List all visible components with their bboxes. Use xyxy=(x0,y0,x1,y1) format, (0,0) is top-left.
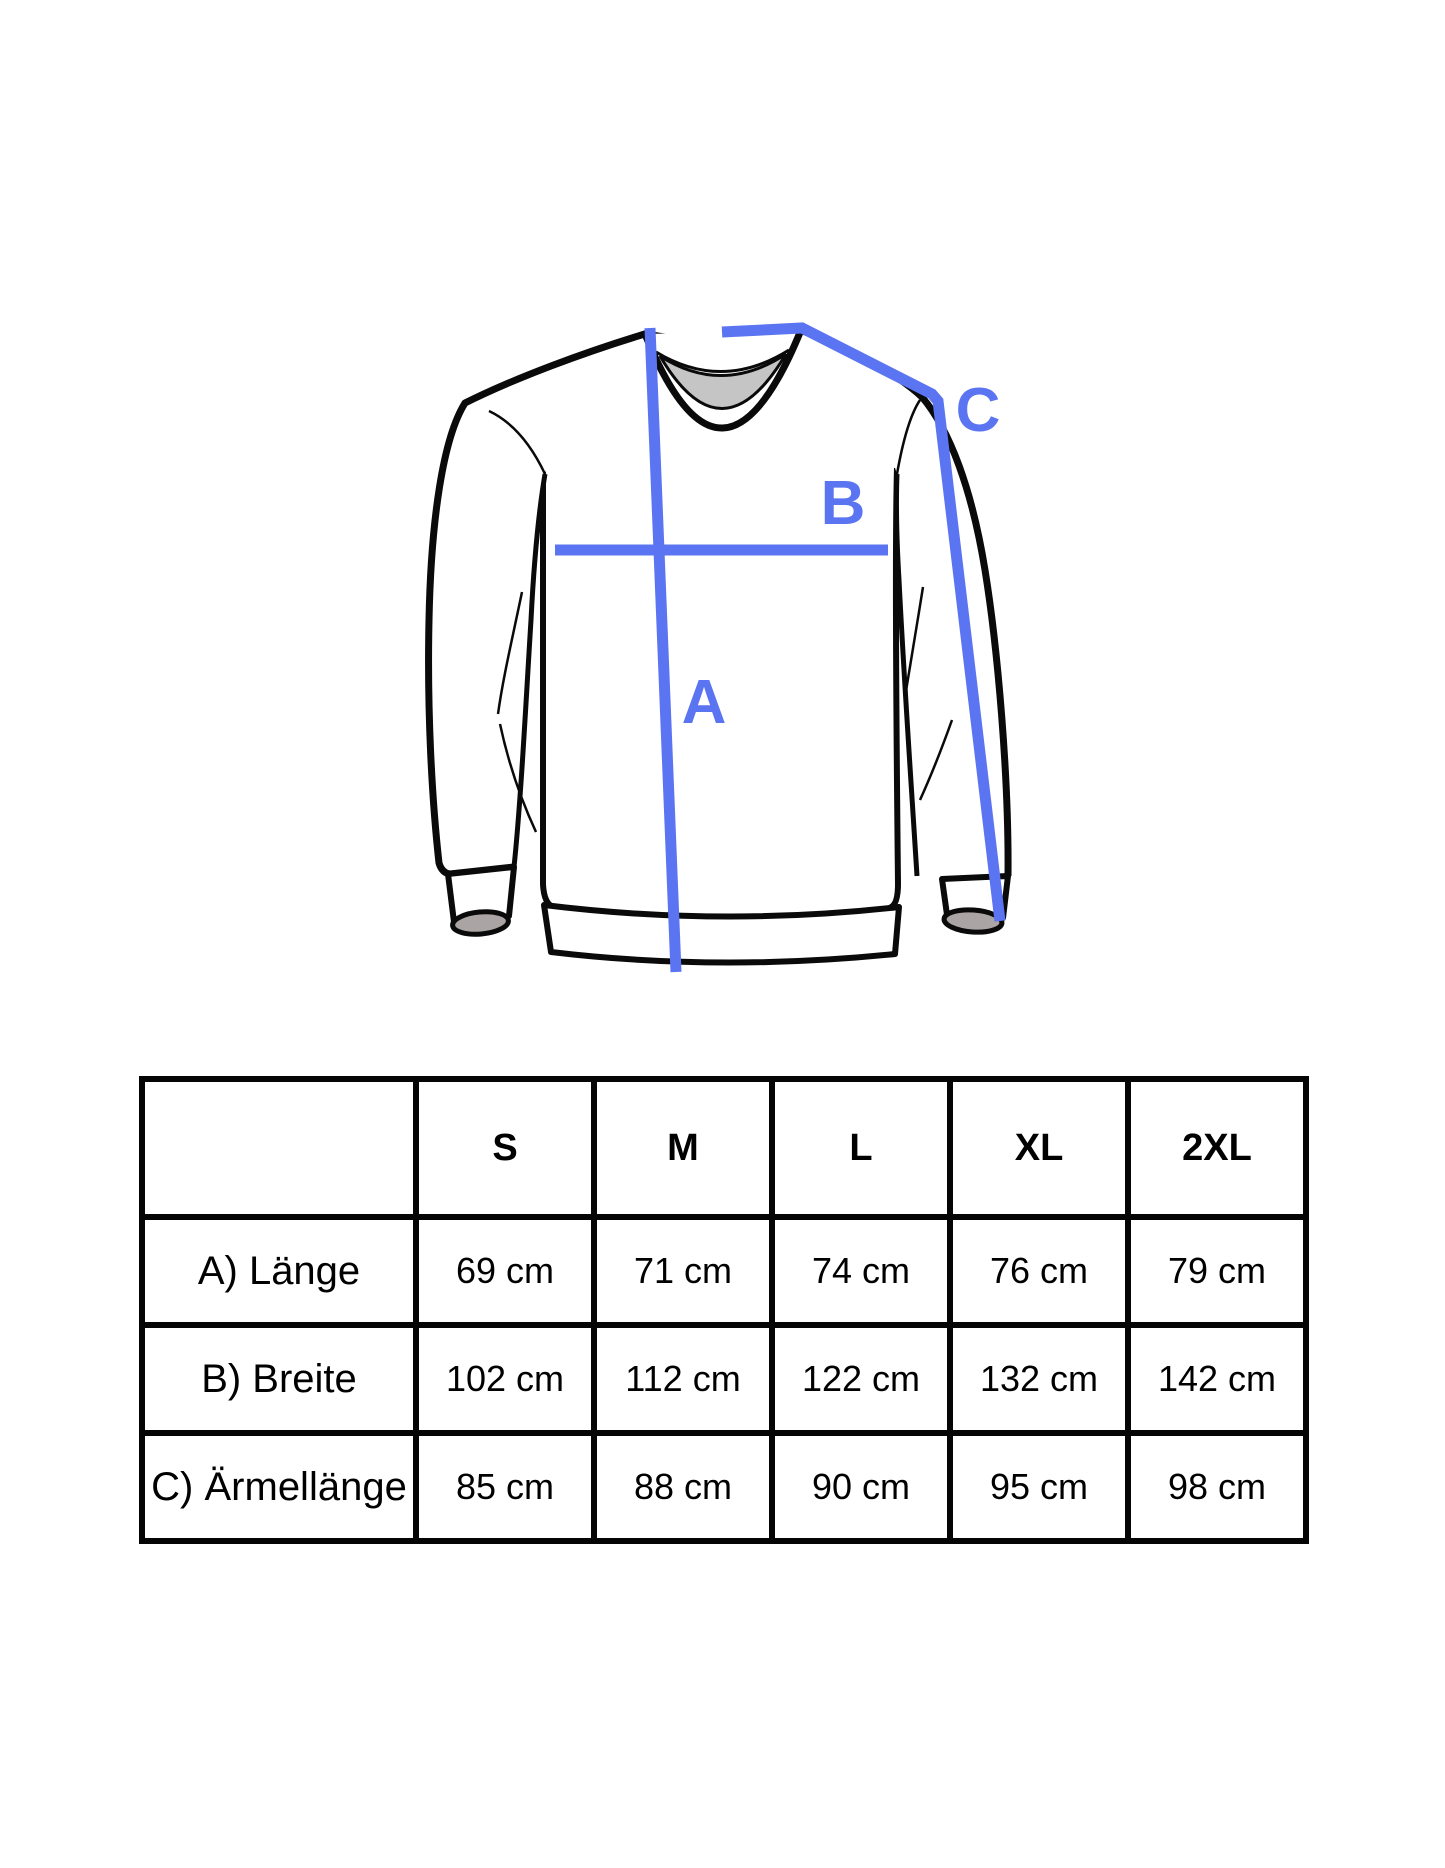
header-size-s: S xyxy=(416,1079,594,1217)
header-empty-cell xyxy=(142,1079,416,1217)
row-sleeve-label: C) Ärmellänge xyxy=(142,1433,416,1541)
header-size-xl: XL xyxy=(950,1079,1128,1217)
row-width xyxy=(142,1325,1306,1433)
sleeve-l: 90 cm xyxy=(772,1433,950,1541)
width-2xl: 142 cm xyxy=(1128,1325,1306,1433)
size-table-header-row xyxy=(142,1079,1306,1217)
length-s: 69 cm xyxy=(416,1217,594,1325)
row-width-label: B) Breite xyxy=(142,1325,416,1433)
row-length-label: A) Länge xyxy=(142,1217,416,1325)
width-xl: 132 cm xyxy=(950,1325,1128,1433)
label-c: C xyxy=(955,376,1001,445)
row-sleeve xyxy=(142,1433,1306,1541)
width-l: 122 cm xyxy=(772,1325,950,1433)
header-size-l: L xyxy=(772,1079,950,1217)
width-m: 112 cm xyxy=(594,1325,772,1433)
label-a: A xyxy=(681,668,727,737)
label-b: B xyxy=(820,469,866,538)
length-xl: 76 cm xyxy=(950,1217,1128,1325)
sleeve-m: 88 cm xyxy=(594,1433,772,1541)
header-size-2xl: 2XL xyxy=(1128,1079,1306,1217)
width-s: 102 cm xyxy=(416,1325,594,1433)
row-length xyxy=(142,1217,1306,1325)
length-2xl: 79 cm xyxy=(1128,1217,1306,1325)
size-table xyxy=(139,1076,1309,1544)
waistband xyxy=(544,905,899,963)
header-size-m: M xyxy=(594,1079,772,1217)
length-m: 71 cm xyxy=(594,1217,772,1325)
sleeve-xl: 95 cm xyxy=(950,1433,1128,1541)
sleeve-s: 85 cm xyxy=(416,1433,594,1541)
length-l: 74 cm xyxy=(772,1217,950,1325)
sleeve-2xl: 98 cm xyxy=(1128,1433,1306,1541)
